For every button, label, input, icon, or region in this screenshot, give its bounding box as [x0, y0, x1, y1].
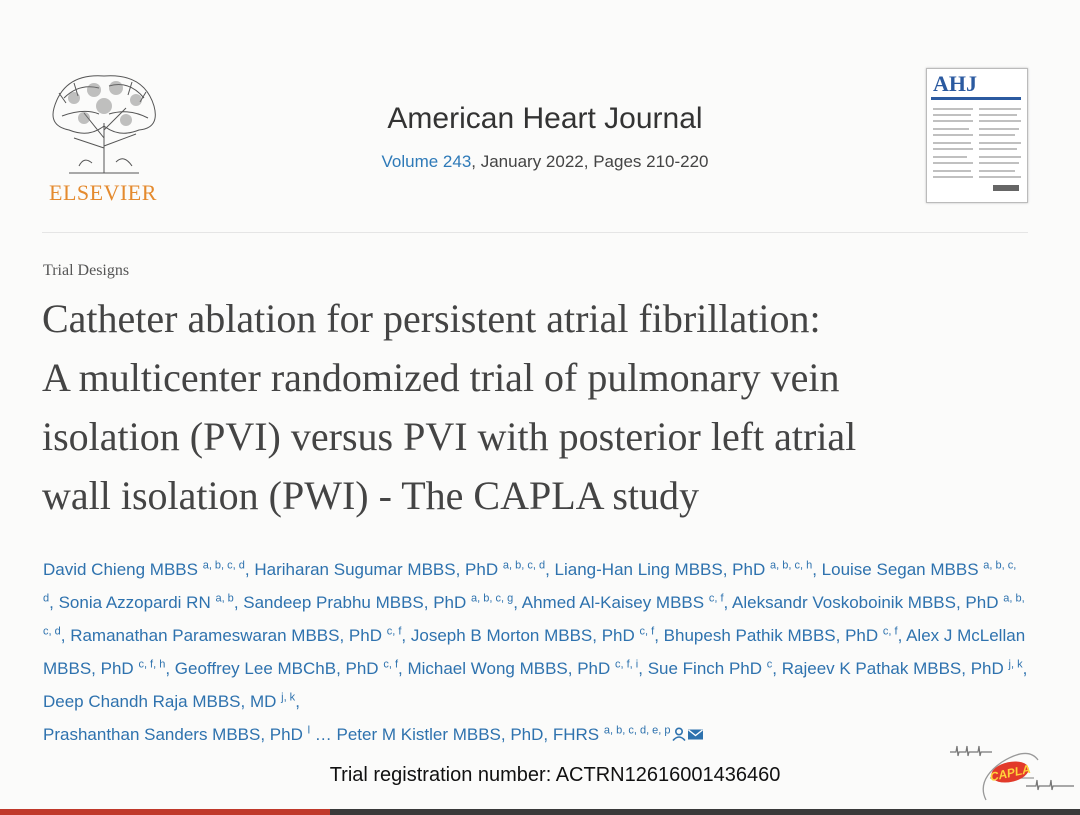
author-link[interactable]: Sonia Azzopardi RN: [58, 593, 211, 612]
author-separator: …: [310, 725, 337, 744]
author-link[interactable]: Alex J McLellan MBBS, PhD: [43, 626, 1026, 678]
author-affiliation[interactable]: c, f, h: [138, 658, 166, 671]
article-title: [42, 289, 1052, 525]
author-affiliation[interactable]: c, f, i: [615, 658, 639, 671]
cover-bar: [931, 97, 1021, 100]
bottom-progress-accent: [0, 809, 330, 815]
journal-name-link[interactable]: American Heart Journal: [387, 102, 703, 135]
author-separator: ,: [513, 593, 522, 612]
author-affiliation[interactable]: a, b, c, g: [471, 592, 514, 605]
author-affiliation[interactable]: c, f: [386, 625, 402, 638]
author-affiliation[interactable]: j, k: [281, 691, 296, 704]
author-affiliation[interactable]: c, f: [882, 625, 898, 638]
author-link[interactable]: Hariharan Sugumar MBBS, PhD: [254, 560, 499, 579]
author-separator: ,: [772, 659, 782, 678]
author-affiliation[interactable]: c, f: [708, 592, 724, 605]
author-separator: ,: [233, 593, 244, 612]
author-link[interactable]: Ramanathan Parameswaran MBBS, PhD: [70, 626, 382, 645]
author-affiliation[interactable]: j, k: [1008, 658, 1023, 671]
cover-title: AHJ: [933, 71, 977, 96]
author-separator: ,: [398, 659, 408, 678]
author-separator: ,: [295, 692, 300, 711]
citation-line: [300, 152, 790, 172]
title-line: A multicenter randomized trial of pulmonary vein: [42, 355, 840, 400]
header-divider: [42, 232, 1028, 233]
author-link[interactable]: Peter M Kistler MBBS, PhD, FHRS: [336, 725, 600, 744]
author-separator: ,: [401, 626, 411, 645]
author-affiliation[interactable]: a, b, c, d: [43, 592, 1025, 638]
author-separator: ,: [244, 560, 255, 579]
author-link[interactable]: Louise Segan MBBS: [821, 560, 979, 579]
author-link[interactable]: Rajeev K Pathak MBBS, PhD: [781, 659, 1004, 678]
author-affiliation[interactable]: c, f: [639, 625, 655, 638]
envelope-icon[interactable]: [687, 719, 705, 752]
author-affiliation[interactable]: a, b: [215, 592, 234, 605]
elsevier-tree-icon: [44, 68, 162, 178]
author-separator: ,: [1022, 659, 1028, 678]
issue-info: , January 2022, Pages 210-220: [471, 152, 709, 171]
person-icon[interactable]: [671, 719, 687, 752]
author-separator: ,: [654, 626, 664, 645]
author-affiliation[interactable]: l: [307, 724, 311, 737]
capla-logo-text: CAPLA: [988, 761, 1032, 785]
author-separator: ,: [723, 593, 733, 612]
author-link[interactable]: Bhupesh Pathik MBBS, PhD: [663, 626, 879, 645]
capla-ecg-icon: [946, 738, 1078, 808]
author-separator: ,: [165, 659, 175, 678]
author-affiliation[interactable]: a, b, c, d: [502, 559, 546, 572]
author-separator: ,: [638, 659, 648, 678]
capla-logo: [946, 738, 1078, 808]
author-separator: ,: [812, 560, 822, 579]
article-section: Trial Designs: [43, 262, 130, 279]
author-affiliation[interactable]: c, f: [383, 658, 398, 671]
author-separator: ,: [49, 593, 59, 612]
author-affiliation[interactable]: a, b, c, d: [202, 559, 245, 572]
author-affiliation[interactable]: a, b, c, h: [770, 559, 813, 572]
author-affiliation[interactable]: a, b, c, d, e, p: [603, 724, 671, 737]
journal-cover-thumbnail[interactable]: [926, 68, 1028, 203]
author-list: [43, 553, 1028, 752]
author-separator: ,: [897, 626, 907, 645]
author-link[interactable]: David Chieng MBBS: [43, 560, 198, 579]
author-link[interactable]: Joseph B Morton MBBS, PhD: [410, 626, 635, 645]
cover-text-lines: [931, 105, 1023, 197]
author-link[interactable]: Aleksandr Voskoboinik MBBS, PhD: [732, 593, 999, 612]
elsevier-wordmark: ELSEVIER: [49, 180, 157, 205]
author-link[interactable]: Liang-Han Ling MBBS, PhD: [554, 560, 766, 579]
title-line: isolation (PVI) versus PVI with posterior left atrial: [42, 414, 857, 459]
volume-link[interactable]: Volume 243: [381, 152, 472, 171]
elsevier-logo[interactable]: [40, 68, 165, 208]
title-line: wall isolation (PWI) - The CAPLA study: [42, 473, 699, 518]
trial-registration-caption: Trial registration number: ACTRN12616001436460: [329, 764, 781, 786]
author-link[interactable]: Sandeep Prabhu MBBS, PhD: [243, 593, 467, 612]
author-link[interactable]: Ahmed Al-Kaisey MBBS: [521, 593, 705, 612]
author-affiliation[interactable]: c: [766, 658, 773, 671]
title-line: Catheter ablation for persistent atrial fibrillation:: [42, 296, 821, 341]
author-link[interactable]: Geoffrey Lee MBChB, PhD: [174, 659, 379, 678]
author-separator: ,: [60, 626, 71, 645]
author-separator: ,: [545, 560, 555, 579]
author-affiliation[interactable]: a, b, c, d: [43, 559, 1017, 605]
author-link[interactable]: Michael Wong MBBS, PhD: [407, 659, 611, 678]
author-link[interactable]: Sue Finch PhD: [647, 659, 763, 678]
author-link[interactable]: Prashanthan Sanders MBBS, PhD: [43, 725, 303, 744]
author-link[interactable]: Deep Chandh Raja MBBS, MD: [43, 692, 277, 711]
